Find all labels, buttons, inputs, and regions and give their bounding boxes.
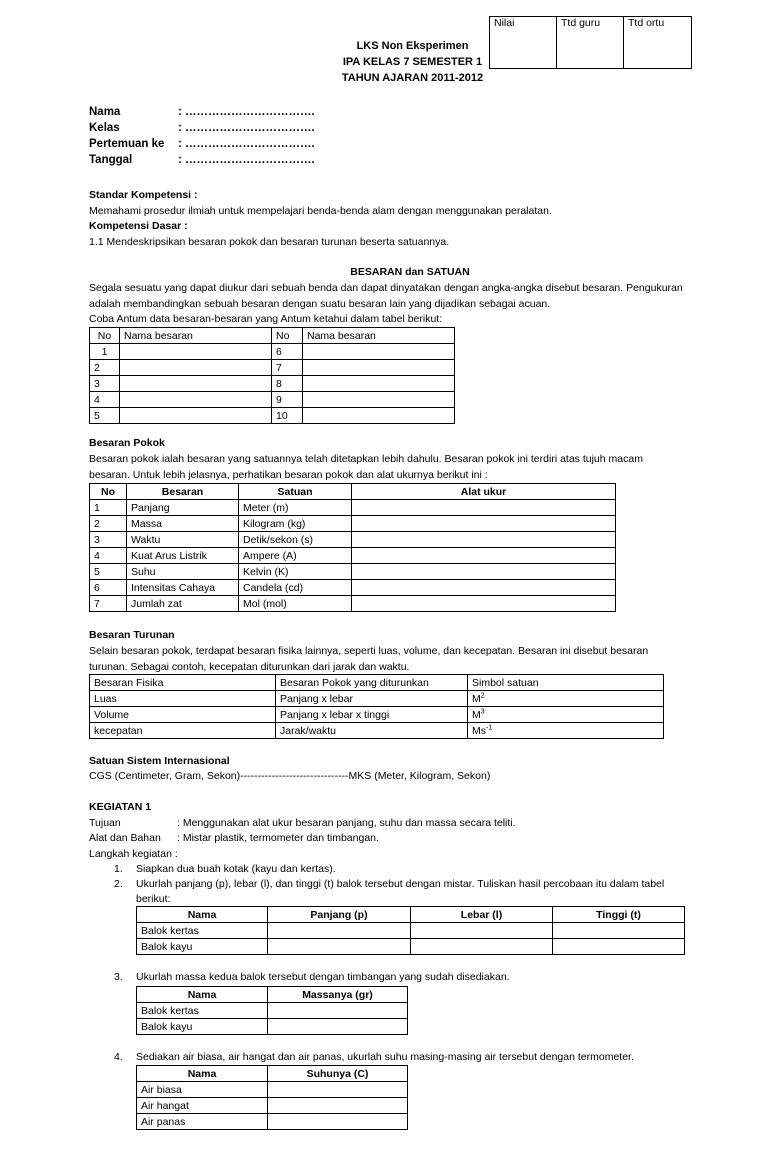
input-cell[interactable]	[303, 376, 455, 392]
table-header: Besaran Fisika	[90, 675, 276, 691]
table-header: Massanya (gr)	[268, 987, 408, 1003]
ukur-massa-table	[136, 986, 408, 1035]
table-row: Volume Panjang x lebar x tinggi $M^3$	[90, 707, 664, 723]
input-cell[interactable]	[411, 939, 553, 955]
table-header: Besaran	[127, 484, 239, 500]
header-line2: IPA KELAS 7 SEMESTER 1	[342, 56, 483, 68]
table-header: Panjang (p)	[268, 907, 411, 923]
table-row: 6 Intensitas Cahaya Candela (cd)	[90, 580, 616, 596]
table-header: Nama besaran	[120, 328, 272, 344]
step-item: 2. Ukurlah panjang (p), lebar (l), dan tinggi (t) balok tersebut dengan mistar. Tuliskan hasil percobaan itu dalam tabel	[114, 878, 665, 890]
step-item: 1. Siapkan dua buah kotak (kayu dan kertas).	[114, 863, 336, 875]
paragraph: Selain besaran pokok, terdapat besaran fisika lainnya, seperti luas, volume, dan kecepatan. Besaran ini disebut besaran	[89, 645, 649, 657]
input-cell[interactable]	[553, 923, 685, 939]
input-cell[interactable]	[268, 1019, 408, 1035]
identity-row: Pertemuan ke : …………………………….	[89, 138, 315, 150]
langkah-title: Langkah kegiatan :	[89, 848, 178, 860]
table-row: 3 8	[90, 376, 455, 392]
table-header: Nama	[137, 1066, 268, 1082]
table-row: 4 9	[90, 392, 455, 408]
table-row: 1 6	[90, 344, 455, 360]
table-row: Air hangat	[137, 1098, 408, 1114]
identity-row: Kelas : …………………………….	[89, 122, 315, 134]
table-row: 7 Jumlah zat Mol (mol)	[90, 596, 616, 612]
section-title: Satuan Sistem Internasional	[89, 755, 230, 767]
table-row: Balok kertas	[137, 1003, 408, 1019]
sk-title: Standar Kompetensi :	[89, 189, 198, 201]
ukur-suhu-table	[136, 1065, 408, 1130]
table-row: 1 Panjang Meter (m)	[90, 500, 616, 516]
header-title	[330, 38, 495, 86]
table-header: Nama	[137, 907, 268, 923]
section-title: KEGIATAN 1	[89, 801, 152, 813]
identity-row: Tanggal : …………………………….	[89, 154, 315, 166]
input-cell[interactable]	[268, 1003, 408, 1019]
input-cell[interactable]	[268, 923, 411, 939]
table-row: 3 Waktu Detik/sekon (s)	[90, 532, 616, 548]
input-cell[interactable]	[303, 360, 455, 376]
table-row: Balok kertas	[137, 923, 685, 939]
step-item: berikut:	[136, 893, 171, 905]
paragraph: Segala sesuatu yang dapat diukur dari sebuah benda dan dapat dinyatakan dengan angka-angka disebut besaran. Pengukuran	[89, 282, 683, 294]
kd-title: Kompetensi Dasar :	[89, 220, 188, 232]
input-cell[interactable]	[553, 939, 685, 955]
section-title: Besaran Pokok	[89, 437, 165, 449]
alat-ukur-cell[interactable]	[352, 500, 616, 516]
input-cell[interactable]	[268, 1082, 408, 1098]
paragraph: turunan. Sebagai contoh, kecepatan diturunkan dari jarak dan waktu.	[89, 661, 410, 673]
input-cell[interactable]	[120, 344, 272, 360]
table-header: Satuan	[239, 484, 352, 500]
input-cell[interactable]	[303, 344, 455, 360]
paragraph: besaran. Untuk lebih jelasnya, perhatikan besaran pokok dan alat ukurnya berikut ini :	[89, 469, 488, 481]
section-title: Besaran Turunan	[89, 629, 175, 641]
table-header: Simbol satuan	[468, 675, 664, 691]
paragraph: adalah membandingkan sebuah besaran dengan suatu besaran lain yang dijadikan sebagai acuan.	[89, 298, 551, 310]
table-row: 5 10	[90, 408, 455, 424]
table-header: Tinggi (t)	[553, 907, 685, 923]
input-cell[interactable]	[268, 1114, 408, 1130]
alat-ukur-cell[interactable]	[352, 516, 616, 532]
input-cell[interactable]	[120, 392, 272, 408]
input-cell[interactable]	[411, 923, 553, 939]
kd-text: 1.1 Mendeskripsikan besaran pokok dan besaran turunan beserta satuannya.	[89, 236, 450, 248]
input-cell[interactable]	[120, 408, 272, 424]
identity-row: Nama : …………………………….	[89, 106, 315, 118]
alat-ukur-cell[interactable]	[352, 580, 616, 596]
header-line1: LKS Non Eksperimen	[356, 40, 469, 52]
identity-block	[89, 104, 315, 168]
table-header: Besaran Pokok yang diturunkan	[276, 675, 468, 691]
section-title: BESARAN dan SATUAN	[350, 266, 470, 278]
table-row: 2 7	[90, 360, 455, 376]
table-row: 5 Suhu Kelvin (K)	[90, 564, 616, 580]
ukur-panjang-table	[136, 906, 685, 955]
score-box	[489, 16, 692, 69]
table-header: Nama besaran	[303, 328, 455, 344]
sk-text: Memahami prosedur ilmiah untuk mempelajari benda-benda alam dengan menggunakan peralatan.	[89, 205, 552, 217]
table-header: Nama	[137, 987, 268, 1003]
table-row: Balok kayu	[137, 939, 685, 955]
nama-field[interactable]: : …………………………….	[178, 106, 315, 118]
tanggal-field[interactable]: : …………………………….	[178, 154, 315, 166]
pertemuan-field[interactable]: : …………………………….	[178, 138, 315, 150]
table-header: Suhunya (C)	[268, 1066, 408, 1082]
tujuan-line: Tujuan : Menggunakan alat ukur besaran panjang, suhu dan massa secara teliti.	[89, 817, 516, 829]
input-cell[interactable]	[268, 939, 411, 955]
table-row: Luas Panjang x lebar $M^2$	[90, 691, 664, 707]
alat-line: Alat dan Bahan : Mistar plastik, termometer dan timbangan.	[89, 832, 379, 844]
table-header: Lebar (l)	[411, 907, 553, 923]
table-header: Alat ukur	[352, 484, 616, 500]
input-cell[interactable]	[303, 408, 455, 424]
table-header: No	[90, 484, 127, 500]
input-cell[interactable]	[303, 392, 455, 408]
paragraph: Coba Antum data besaran-besaran yang Antum ketahui dalam tabel berikut:	[89, 313, 443, 325]
table-row: kecepatan Jarak/waktu $Ms^{-1}$	[90, 723, 664, 739]
paragraph: CGS (Centimeter, Gram, Sekon)-------------------------------MKS (Meter, Kilogram, Sekon)	[89, 770, 491, 782]
turunan-table	[89, 674, 664, 739]
alat-ukur-cell[interactable]	[352, 548, 616, 564]
table-row: Balok kayu	[137, 1019, 408, 1035]
table-row: 4 Kuat Arus Listrik Ampere (A)	[90, 548, 616, 564]
alat-ukur-cell[interactable]	[352, 532, 616, 548]
besaran-table	[89, 327, 455, 424]
paragraph: Besaran pokok ialah besaran yang satuannya telah ditetapkan lebih dahulu. Besaran pokok ini terdiri atas tujuh macam	[89, 453, 643, 465]
input-cell[interactable]	[120, 376, 272, 392]
table-header: No	[272, 328, 303, 344]
input-cell[interactable]	[268, 1098, 408, 1114]
ttd-guru-cell[interactable]: Ttd guru	[557, 17, 624, 69]
pokok-table	[89, 483, 616, 612]
input-cell[interactable]	[120, 360, 272, 376]
table-header: No	[90, 328, 120, 344]
nilai-cell[interactable]: Nilai	[490, 17, 557, 69]
header-line3: TAHUN AJARAN 2011-2012	[341, 72, 484, 84]
step-item: 4. Sediakan air biasa, air hangat dan air panas, ukurlah suhu masing-masing air tersebut dengan termometer.	[114, 1051, 634, 1063]
table-row: Air panas	[137, 1114, 408, 1130]
table-row: Air biasa	[137, 1082, 408, 1098]
ttd-ortu-cell[interactable]: Ttd ortu	[624, 17, 692, 69]
alat-ukur-cell[interactable]	[352, 596, 616, 612]
step-item: 3. Ukurlah massa kedua balok tersebut dengan timbangan yang sudah disediakan.	[114, 971, 510, 983]
table-row: 2 Massa Kilogram (kg)	[90, 516, 616, 532]
kelas-field[interactable]: : …………………………….	[178, 122, 315, 134]
alat-ukur-cell[interactable]	[352, 564, 616, 580]
